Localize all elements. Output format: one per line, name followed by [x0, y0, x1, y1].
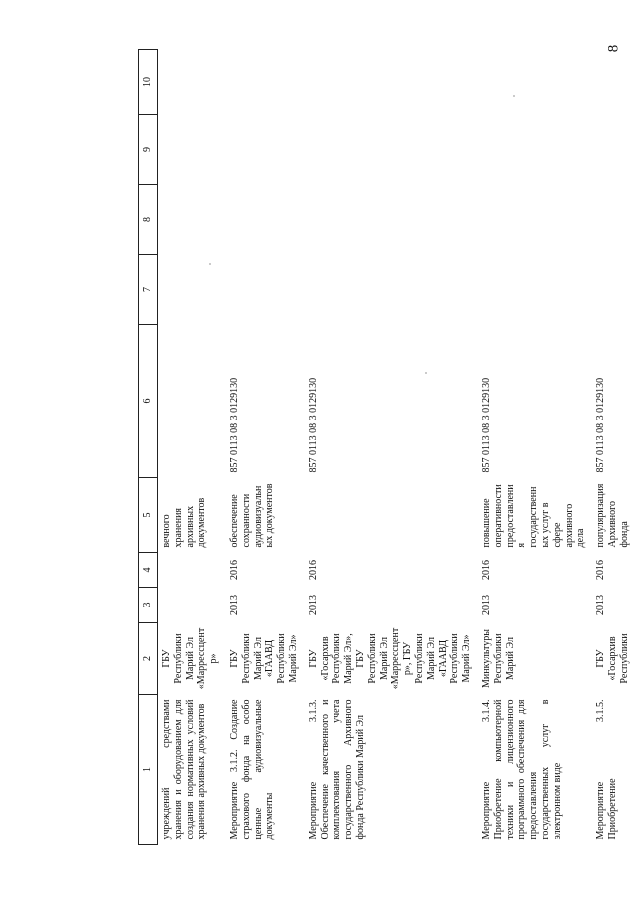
- column-number: 10: [139, 50, 158, 115]
- budget-code-cell: 857 0113 08 3 0129130: [229, 377, 240, 473]
- empty-cell: [226, 185, 305, 255]
- column-number: 3: [139, 588, 158, 623]
- column-number: 5: [139, 478, 158, 553]
- empty-cell: [226, 255, 305, 325]
- program-measures-table: [138, 49, 640, 845]
- column-number: 1: [139, 695, 158, 845]
- budget-code-cell: 857 0113 08 3 0129130: [480, 377, 492, 473]
- empty-cell: [305, 115, 478, 185]
- measure-name-cell: учреждений средствами хранения и оборудованием для создания нормативных условий хранения архивных документов: [161, 699, 208, 840]
- empty-cell: [478, 185, 592, 255]
- empty-cell: [305, 50, 478, 115]
- result-cell: [305, 478, 478, 553]
- column-number: 9: [139, 115, 158, 185]
- scan-speck: [513, 95, 515, 97]
- empty-cell: [478, 115, 592, 185]
- empty-cell: [592, 185, 640, 255]
- column-number: 6: [139, 325, 158, 478]
- budget-code-cell: [158, 325, 227, 478]
- table-row: [592, 50, 640, 845]
- empty-cell: [305, 185, 478, 255]
- rotated-table-wrapper: [138, 50, 638, 845]
- empty-cell: [478, 255, 592, 325]
- start-year-cell: 2013: [595, 595, 607, 615]
- end-year-cell: 2016: [480, 560, 492, 580]
- executor-cell: ГБУ «Госархив Республики: [595, 633, 630, 684]
- start-year-cell: 2013: [480, 595, 492, 615]
- measure-name-cell: Мероприятие 3.1.2. Создание страхового фонда на особо ценные аудиовизуальные документы: [229, 699, 276, 840]
- empty-cell: [158, 115, 227, 185]
- measure-name-cell: Мероприятие 3.1.5. Приобретение: [595, 699, 618, 840]
- column-number: 2: [139, 623, 158, 695]
- budget-code-cell: 857 0113 08 3 0129130: [595, 377, 607, 473]
- measure-name-cell: Мероприятие 3.1.4. Приобретение компьютерной техники и лицензионного программного обеспечения для предоставления государственных услуг в электронном виде: [480, 699, 563, 840]
- empty-cell: [592, 255, 640, 325]
- measure-name-cell: Мероприятие 3.1.3. Обеспечение качественного и комплектования учета государственного Архивного фонда Республики Марий Эл: [307, 699, 366, 840]
- column-number: 4: [139, 553, 158, 588]
- empty-cell: [158, 255, 227, 325]
- table-row: [226, 50, 305, 845]
- empty-cell: [226, 50, 305, 115]
- scan-speck: [425, 372, 427, 374]
- empty-cell: [158, 50, 227, 115]
- page-number: 8: [605, 44, 622, 53]
- end-year-cell: 2016: [307, 560, 319, 580]
- empty-cell: [592, 50, 640, 115]
- result-cell: обеспечение сохранности аудиовизуальных документов: [229, 483, 276, 548]
- column-number: 8: [139, 185, 158, 255]
- empty-cell: [592, 115, 640, 185]
- start-year-cell: [158, 588, 227, 623]
- start-year-cell: 2013: [307, 595, 319, 615]
- result-cell: популяризация Архивного фонда: [595, 483, 630, 548]
- empty-cell: [305, 255, 478, 325]
- column-number: 7: [139, 255, 158, 325]
- table-header-row: [139, 50, 158, 845]
- table-row: [478, 50, 592, 845]
- executor-cell: ГБУ Республики Марий Эл «ГААВД Республики Марий Эл»: [229, 633, 299, 684]
- end-year-cell: 2016: [229, 560, 240, 580]
- empty-cell: [226, 115, 305, 185]
- empty-cell: [158, 185, 227, 255]
- scan-speck: [209, 263, 211, 265]
- executor-cell: ГБУ «Госархив Республики Марий Эл», ГБУ Республики Марий Эл «Маррессцентр», ГБУ Республики Марий Эл «ГААВД Республики Марий Эл»: [307, 627, 473, 690]
- executor-cell: ГБУ Республики Марий Эл «Маррессцентр»: [161, 627, 220, 690]
- end-year-cell: [158, 553, 227, 588]
- executor-cell: Минкультуры Республики Марий Эл: [480, 629, 516, 688]
- budget-code-cell: 857 0113 08 3 0129130: [307, 377, 319, 473]
- result-cell: вечного хранения архивных документов: [161, 497, 208, 548]
- empty-cell: [478, 50, 592, 115]
- start-year-cell: 2013: [229, 595, 240, 615]
- end-year-cell: 2016: [595, 560, 607, 580]
- result-cell: повышение оперативности предоставления государственных услуг в сфере архивного дела: [480, 484, 587, 548]
- table-row: [305, 50, 478, 845]
- table-row: [158, 50, 227, 845]
